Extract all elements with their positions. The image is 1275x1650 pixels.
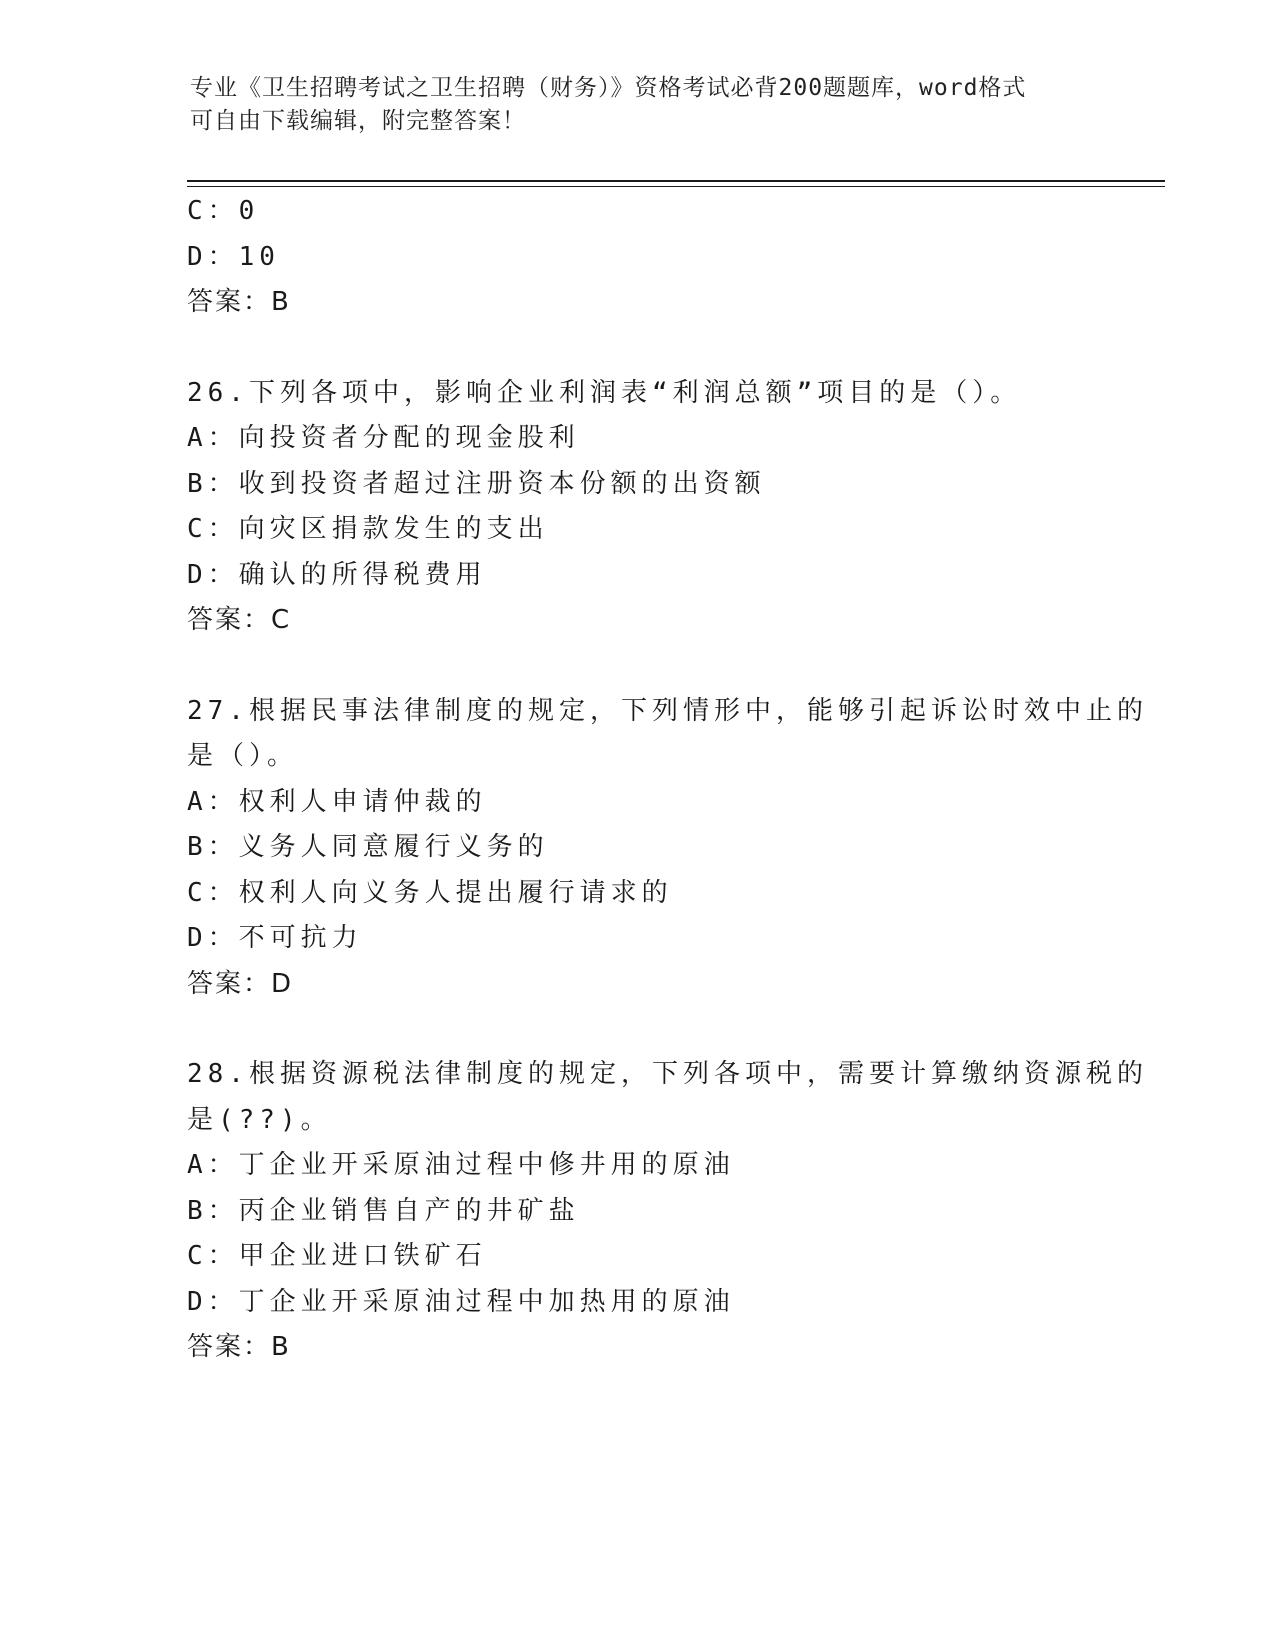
header-line-2: 可自由下载编辑，附完整答案！ bbox=[190, 108, 526, 134]
question-stem: 27.根据民事法律制度的规定，下列情形中，能够引起诉讼时效中止的 bbox=[187, 695, 1148, 726]
question-stem: 26.下列各项中，影响企业利润表“利润总额”项目的是（）。 bbox=[187, 377, 1022, 408]
option-b: B：丙企业销售自产的井矿盐 bbox=[187, 1195, 580, 1226]
option-a: A：向投资者分配的现金股利 bbox=[187, 423, 580, 453]
header-rule-thick bbox=[187, 180, 1165, 182]
question-list bbox=[187, 189, 1148, 1371]
option-b: B：收到投资者超过注册资本份额的出资额 bbox=[187, 468, 766, 499]
question-28 bbox=[187, 1052, 1148, 1371]
answer-line: 答案：D bbox=[187, 968, 294, 999]
question-stem: 28.根据资源税法律制度的规定，下列各项中，需要计算缴纳资源税的 bbox=[187, 1059, 1148, 1089]
option-d: D：丁企业开采原油过程中加热用的原油 bbox=[187, 1286, 735, 1317]
option-c: C：权利人向义务人提出履行请求的 bbox=[187, 877, 673, 908]
option-a: A：丁企业开采原油过程中修井用的原油 bbox=[187, 1150, 735, 1180]
header-rule-thin bbox=[187, 186, 1165, 187]
document-header bbox=[190, 72, 1090, 138]
question-26 bbox=[187, 371, 1087, 644]
option-c: C：向灾区捐款发生的支出 bbox=[187, 514, 549, 544]
question-continuation bbox=[187, 189, 1087, 326]
option-d: D：10 bbox=[187, 241, 280, 272]
option-b: B：义务人同意履行义务的 bbox=[187, 832, 549, 862]
option-c: C：甲企业进口铁矿石 bbox=[187, 1241, 487, 1271]
option-d: D：确认的所得税费用 bbox=[187, 559, 487, 590]
answer-line: 答案：B bbox=[187, 287, 291, 317]
question-stem-continued: 是(??)。 bbox=[187, 1104, 332, 1135]
option-a: A：权利人申请仲裁的 bbox=[187, 786, 487, 817]
option-d: D：不可抗力 bbox=[187, 923, 363, 953]
answer-line: 答案：C bbox=[187, 605, 292, 635]
question-stem-continued: 是（）。 bbox=[187, 741, 299, 771]
answer-line: 答案：B bbox=[187, 1332, 291, 1362]
option-c: C：0 bbox=[187, 196, 260, 226]
header-line-1: 专业《卫生招聘考试之卫生招聘（财务）》资格考试必背200题题库，word格式 bbox=[190, 75, 1027, 101]
question-27 bbox=[187, 689, 1148, 1008]
